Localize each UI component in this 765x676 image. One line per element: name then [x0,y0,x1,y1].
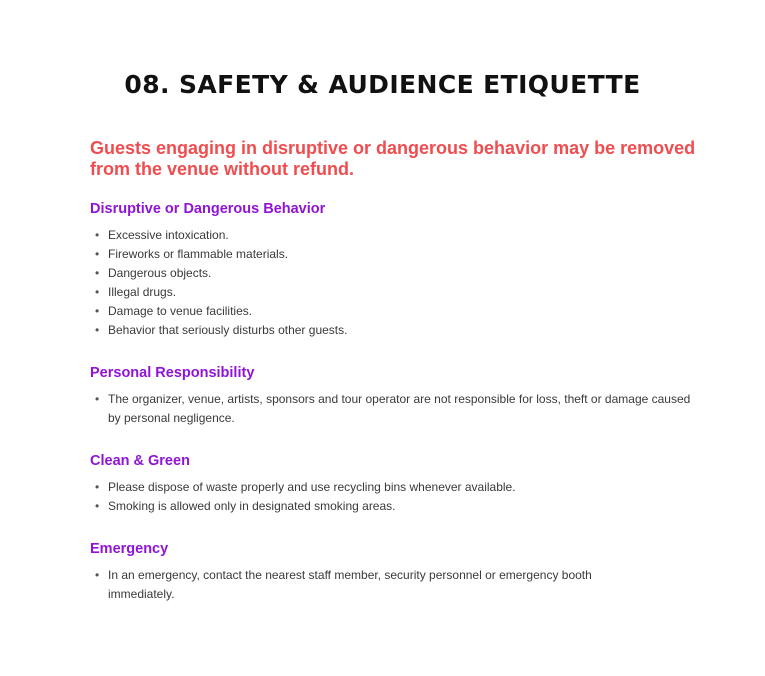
section-heading: Emergency [90,541,169,557]
section-heading: Personal Responsibility [90,365,255,381]
list-item-text: Damage to venue facilities. [108,304,253,318]
section-disruptive-behavior [90,200,700,340]
bullet-list [90,390,700,428]
list-item-text: Please dispose of waste properly and use recycling bins whenever available. [108,480,516,494]
list-item-text: Smoking is allowed only in designated smoking areas. [108,499,396,513]
bullet-icon: • [95,304,100,318]
page-title: 08. SAFETY & AUDIENCE ETIQUETTE [124,70,641,99]
list-item-text: Behavior that seriously disturbs other guests. [108,323,348,337]
list-item [90,264,700,283]
section-clean-green [90,452,700,516]
list-item [90,478,700,497]
list-item [90,566,610,604]
bullet-icon: • [95,499,100,513]
bullet-icon: • [95,228,100,242]
section-heading: Clean & Green [90,453,190,469]
list-item-text: Fireworks or flammable materials. [108,247,289,261]
section-emergency [90,540,700,604]
bullet-icon: • [95,392,100,406]
bullet-icon: • [95,480,100,494]
content [90,138,700,628]
list-item [90,390,700,428]
list-item-text: In an emergency, contact the nearest staff member, security personnel or emergency booth immediately. [108,568,592,601]
bullet-icon: • [95,247,100,261]
list-item [90,245,700,264]
bullet-list [90,566,610,604]
bullet-icon: • [95,568,100,582]
list-item-text: The organizer, venue, artists, sponsors and tour operator are not responsible for loss, theft or damage caused by personal negligence. [108,392,691,425]
warning-notice: Guests engaging in disruptive or dangerous behavior may be removed from the venue without refund. [90,138,696,179]
list-item-text: Excessive intoxication. [108,228,229,242]
bullet-icon: • [95,285,100,299]
list-item-text: Illegal drugs. [108,285,177,299]
list-item [90,302,700,321]
bullet-icon: • [95,323,100,337]
list-item [90,283,700,302]
bullet-list [90,226,700,340]
list-item [90,321,700,340]
bullet-icon: • [95,266,100,280]
list-item [90,497,700,516]
section-personal-responsibility [90,364,700,428]
bullet-list [90,478,700,516]
list-item-text: Dangerous objects. [108,266,212,280]
list-item [90,226,700,245]
section-heading: Disruptive or Dangerous Behavior [90,201,326,217]
